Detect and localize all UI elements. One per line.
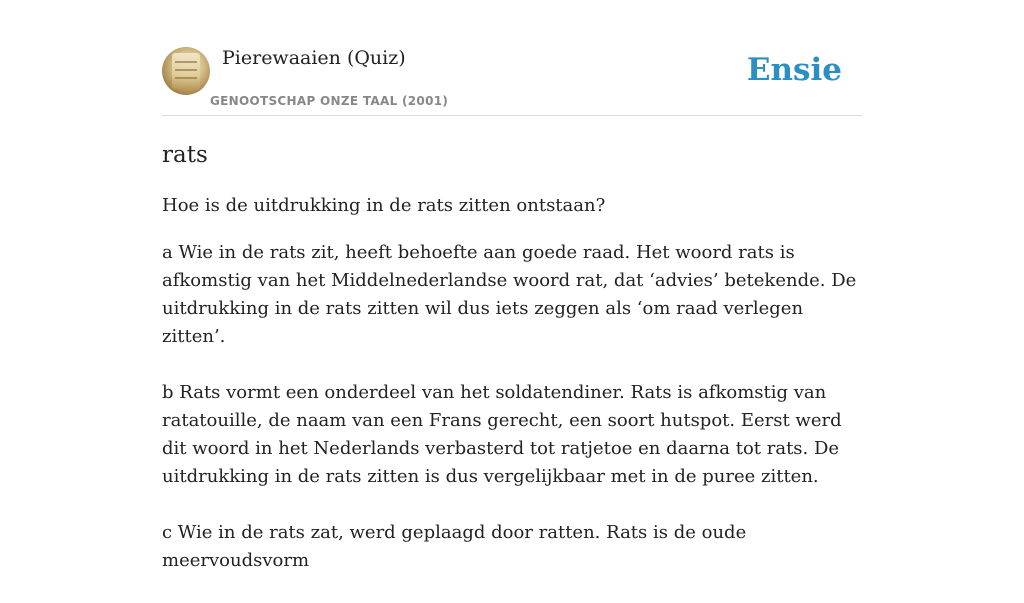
- cover-line: [175, 69, 197, 71]
- answer-option-c: c Wie in de rats zat, werd geplaagd door ratten. Rats is de oude meervoudsvorm: [162, 522, 747, 571]
- cover-line: [175, 61, 197, 63]
- book-cover-avatar[interactable]: [162, 47, 210, 95]
- answer-option-a: a Wie in de rats zit, heeft behoefte aan goede raad. Het woord rats is afkomstig van het Middelnederlandse woord rat, dat ‘advies’ betekende. De uitdrukking in de rats zitten wil dus iets zeggen als ‘om raad verlegen zitten’.: [162, 242, 857, 347]
- answer-option-b: b Rats vormt een onderdeel van het soldatendiner. Rats is afkomstig van ratatouille, de naam van een Frans gerecht, een soort hutspot. Eerst werd dit woord in het Nederlands verbasterd tot ratjetoe en daarna tot rats. De uitdrukking in de rats zitten is dus vergelijkbaar met in de puree zitten.: [162, 382, 842, 487]
- source-title-link[interactable]: Pierewaaien (Quiz): [222, 47, 406, 69]
- book-cover-icon: [172, 53, 200, 89]
- entry-page: [162, 0, 862, 571]
- entry-question: Hoe is de uitdrukking in de rats zitten ontstaan?: [162, 195, 606, 216]
- entry-title: rats: [162, 142, 208, 168]
- cover-line: [175, 77, 197, 79]
- ensie-logo[interactable]: Ensie: [746, 52, 842, 88]
- answer-list: [162, 239, 862, 603]
- source-subtitle: GENOOTSCHAP ONZE TAAL (2001): [210, 94, 449, 108]
- source-header: [162, 0, 862, 116]
